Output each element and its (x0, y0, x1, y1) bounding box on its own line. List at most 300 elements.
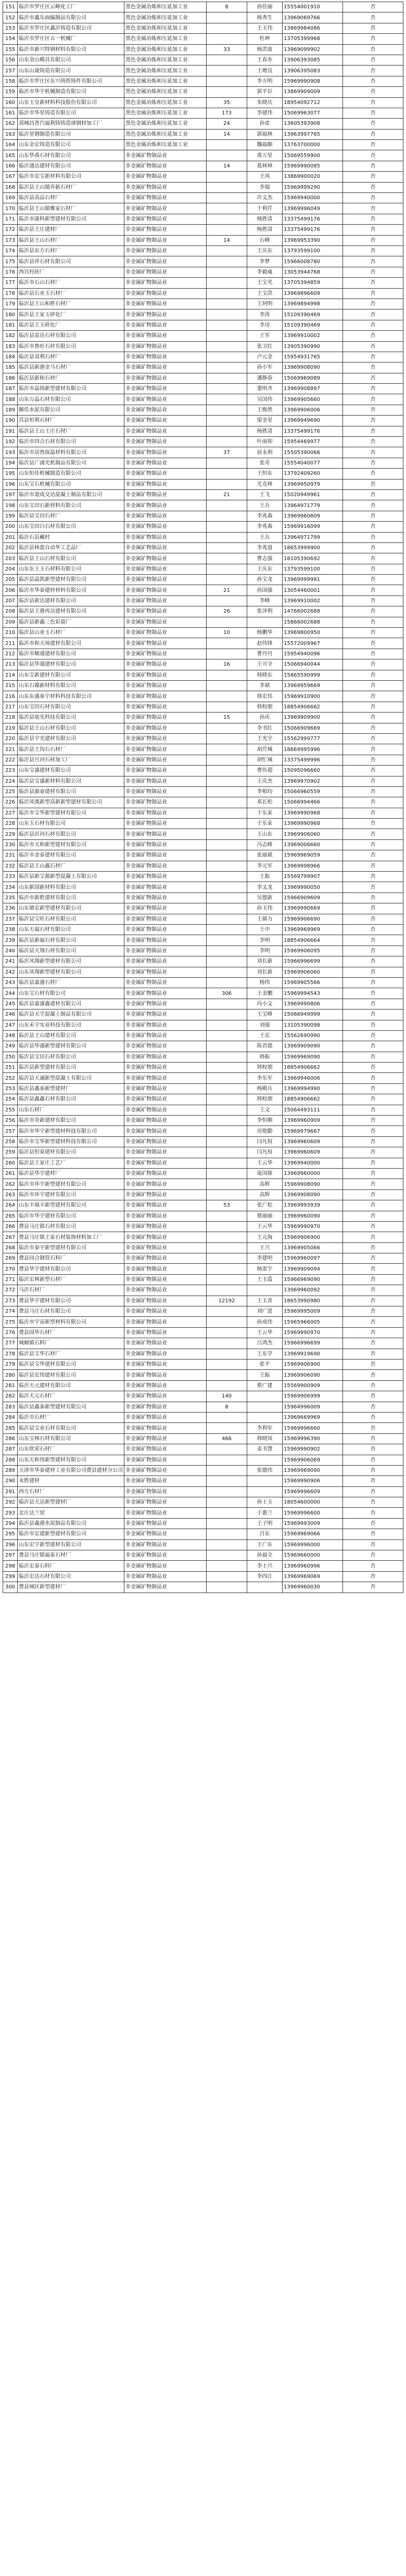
table-row (3, 1147, 403, 1158)
row-number: 186 (3, 373, 18, 383)
company-name: 临沂县天翔石材有限公司 (18, 946, 124, 956)
table-row (3, 256, 403, 267)
phone-number: 13969960609 (283, 1136, 343, 1147)
industry-category: 非金属矿物制品业 (124, 288, 207, 299)
quantity-value (207, 352, 247, 362)
quantity-value (207, 150, 247, 161)
company-name: 临沂县王山石材有限公司 (18, 553, 124, 564)
contact-person: 曹志强 (247, 553, 283, 564)
phone-number: 13375499176 (283, 426, 343, 436)
company-name: 临沂市道成交达混凝土制品有限公司 (18, 489, 124, 500)
company-name: 临沂凤凰新型高新新型建材有限公司 (18, 797, 124, 808)
phone-number: 15969995009 (283, 1306, 343, 1317)
phone-number: 15969908090 (283, 1179, 343, 1189)
industry-category: 非金属矿物制品业 (124, 1338, 207, 1349)
quantity-value (207, 670, 247, 680)
contact-person (247, 617, 283, 627)
quantity-value (207, 256, 247, 267)
quantity-value (207, 182, 247, 192)
table-row (3, 363, 403, 373)
contact-person: 朱晓庆 (247, 97, 283, 108)
phone-number: 13969908090 (283, 363, 343, 373)
table-row (3, 87, 403, 97)
status-flag: 否 (343, 469, 403, 479)
table-row (3, 1402, 403, 1412)
contact-person: 韩校朋 (247, 702, 283, 712)
quantity-value (207, 617, 247, 627)
quantity-value (207, 1423, 247, 1433)
status-flag: 否 (343, 1370, 403, 1380)
industry-category: 黑色金属冶炼和压延加工业 (124, 66, 207, 76)
table-row (3, 1433, 403, 1444)
phone-number: 13969990050 (283, 882, 343, 892)
table-row (3, 903, 403, 914)
row-number: 192 (3, 437, 18, 447)
industry-category: 非金属矿物制品业 (124, 744, 207, 755)
contact-person: 王宝光 (247, 278, 283, 288)
phone-number: 13969953390 (283, 235, 343, 245)
contact-person: 王玉伟 (247, 23, 283, 33)
phone-number: 13969919690 (283, 1349, 343, 1359)
company-name: 山东宝新建材有限公司 (18, 670, 124, 680)
phone-number: 15969999290 (283, 182, 343, 192)
industry-category: 非金属矿物制品业 (124, 1285, 207, 1296)
phone-number: 15969969090 (283, 1052, 343, 1062)
company-name: 临沂县新和石材厂 (18, 373, 124, 383)
phone-number: 15066960559 (283, 786, 343, 797)
table-row (3, 161, 403, 171)
status-flag: 否 (343, 34, 403, 44)
table-row (3, 755, 403, 765)
quantity-value (207, 1264, 247, 1274)
table-body (3, 2, 403, 1593)
quantity-value (207, 1052, 247, 1062)
industry-category: 非金属矿物制品业 (124, 1264, 207, 1274)
status-flag: 否 (343, 511, 403, 521)
company-name: 临沂县王家玉碎化厂 (18, 309, 124, 320)
industry-category: 非金属矿物制品业 (124, 1360, 207, 1370)
industry-category: 非金属矿物制品业 (124, 1349, 207, 1359)
phone-number: 15969990902 (283, 1444, 343, 1455)
quantity-value (207, 511, 247, 521)
quantity-value (207, 12, 247, 23)
status-flag: 否 (343, 850, 403, 861)
phone-number: 13969969069 (283, 1571, 343, 1582)
row-number: 188 (3, 394, 18, 405)
status-flag: 否 (343, 1433, 403, 1444)
contact-person: 张平 (247, 1360, 283, 1370)
table-row (3, 564, 403, 574)
quantity-value (207, 1444, 247, 1455)
row-number: 165 (3, 150, 18, 161)
row-number: 244 (3, 988, 18, 999)
company-name: 临沂市鲁旺石材有限公司 (18, 341, 124, 352)
row-number: 283 (3, 1402, 18, 1412)
contact-person: 张德伟 (247, 1465, 283, 1475)
row-number: 161 (3, 108, 18, 118)
company-name: 费县国华石材厂 (18, 1327, 124, 1338)
quantity-value (207, 1455, 247, 1465)
company-name: 永胜建材 (18, 1476, 124, 1486)
company-name: 山东万晶石材有限公司 (18, 394, 124, 405)
quantity-value (207, 1486, 247, 1497)
contact-person: 李涛 (247, 309, 283, 320)
row-number: 286 (3, 1433, 18, 1444)
table-row (3, 988, 403, 999)
contact-person: 孙雷 (247, 119, 283, 129)
quantity-value (207, 299, 247, 309)
row-number: 216 (3, 691, 18, 702)
contact-person: 王光宇 (247, 733, 283, 744)
company-name: 临沂市天和新型建材有限公司 (18, 839, 124, 850)
table-row (3, 1582, 403, 1593)
quantity-value (207, 405, 247, 415)
contact-person: 胡芹城 (247, 744, 283, 755)
table-row (3, 1306, 403, 1317)
quantity-value (207, 776, 247, 786)
row-number: 205 (3, 575, 18, 585)
row-number: 179 (3, 299, 18, 309)
company-name: 临沂县新型建材有限公司 (18, 1063, 124, 1073)
row-number: 241 (3, 956, 18, 967)
phone-number: 15964996009 (283, 1402, 343, 1412)
quantity-value (207, 87, 247, 97)
contact-person: 刘长新 (247, 956, 283, 967)
status-flag: 否 (343, 1423, 403, 1433)
quantity-value (207, 203, 247, 214)
status-flag: 否 (343, 935, 403, 946)
phone-number: 13969994990 (283, 1083, 343, 1094)
company-name: 临沂市石山石材厂 (18, 278, 124, 288)
row-number: 163 (3, 129, 18, 139)
industry-category: 非金属矿物制品业 (124, 1083, 207, 1094)
status-flag: 否 (343, 1211, 403, 1221)
phone-number: 15969993009 (283, 1518, 343, 1529)
company-name: 山东天福石材有限公司 (18, 924, 124, 935)
industry-category: 非金属矿物制品业 (124, 1529, 207, 1539)
table-row (3, 23, 403, 33)
status-flag: 否 (343, 1189, 403, 1200)
industry-category: 非金属矿物制品业 (124, 850, 207, 861)
quantity-value (207, 1465, 247, 1475)
company-name: 临沂市宇宙新型材料有限公司 (18, 1317, 124, 1327)
status-flag: 否 (343, 733, 403, 744)
row-number: 159 (3, 87, 18, 97)
quantity-value: 21 (207, 489, 247, 500)
contact-person: 李瑞 (247, 182, 283, 192)
status-flag: 否 (343, 1360, 403, 1370)
table-row (3, 786, 403, 797)
quantity-value: 173 (207, 108, 247, 118)
phone-number: 13793599100 (283, 245, 343, 256)
industry-category: 非金属矿物制品业 (124, 1412, 207, 1422)
table-row (3, 999, 403, 1009)
contact-person: 孙福全 (247, 1550, 283, 1561)
contact-person: 王振 (247, 1370, 283, 1380)
industry-category: 黑色金属冶炼和压延加工业 (124, 2, 207, 12)
status-flag: 否 (343, 977, 403, 988)
industry-category: 黑色金属冶炼和压延加工业 (124, 129, 207, 139)
industry-category: 非金属矿物制品业 (124, 882, 207, 892)
row-number: 177 (3, 278, 18, 288)
phone-number: 13969905660 (283, 394, 343, 405)
company-name: 临沂市罗庄区鑫沂铸造有限公司 (18, 23, 124, 33)
status-flag: 否 (343, 1582, 403, 1593)
status-flag: 否 (343, 55, 403, 65)
industry-category: 非金属矿物制品业 (124, 702, 207, 712)
quantity-value: 21 (207, 585, 247, 596)
industry-category: 非金属矿物制品业 (124, 489, 207, 500)
industry-category: 非金属矿物制品业 (124, 967, 207, 977)
phone-number: 15969994543 (283, 988, 343, 999)
contact-person: 李文龙 (247, 882, 283, 892)
contact-person: 郭福林 (247, 129, 283, 139)
quantity-value (207, 596, 247, 606)
row-number: 176 (3, 267, 18, 277)
industry-category: 非金属矿物制品业 (124, 999, 207, 1009)
table-row (3, 861, 403, 871)
status-flag: 否 (343, 1380, 403, 1391)
company-name: 临沂市新胜建材有限公司 (18, 892, 124, 903)
company-name: 临沂县王玉碎化厂 (18, 320, 124, 330)
phone-number: 15866002688 (283, 617, 343, 627)
status-flag: 否 (343, 1412, 403, 1422)
industry-category: 非金属矿物制品业 (124, 617, 207, 627)
table-row (3, 1232, 403, 1242)
quantity-value: 12192 (207, 1296, 247, 1306)
industry-category: 非金属矿物制品业 (124, 331, 207, 341)
company-name: 山东金山模具有限公司 (18, 55, 124, 65)
company-name: 山东宝田白石材有限公司 (18, 522, 124, 532)
phone-number: 15554001910 (283, 2, 343, 12)
contact-person: 魏福顺 (247, 140, 283, 150)
company-name: 山东丰瑞丰新型建材有限公司 (18, 1200, 124, 1211)
industry-category: 非金属矿物制品业 (124, 649, 207, 659)
industry-category: 非金属矿物制品业 (124, 1253, 207, 1264)
industry-category: 非金属矿物制品业 (124, 320, 207, 330)
industry-category: 非金属矿物制品业 (124, 172, 207, 182)
quantity-value (207, 924, 247, 935)
row-number: 300 (3, 1582, 18, 1593)
status-flag: 否 (343, 1296, 403, 1306)
status-flag: 否 (343, 87, 403, 97)
quantity-value (207, 1147, 247, 1158)
industry-category: 非金属矿物制品业 (124, 203, 207, 214)
company-name: 临沂县源泰建材有限公司 (18, 786, 124, 797)
contact-person: 李利军 (247, 1423, 283, 1433)
phone-number: 15969990906 (283, 1476, 343, 1486)
row-number: 199 (3, 511, 18, 521)
contact-person: 李斌 (247, 681, 283, 691)
status-flag: 否 (343, 447, 403, 458)
industry-category: 黑色金属冶炼和压延加工业 (124, 108, 207, 118)
industry-category: 非金属矿物制品业 (124, 776, 207, 786)
industry-category: 黑色金属冶炼和压延加工业 (124, 44, 207, 55)
phone-number: 15554040077 (283, 458, 343, 468)
company-name: 临沂县高品石材厂 (18, 193, 124, 203)
row-number: 211 (3, 638, 18, 649)
company-name: 临沂凤翔新型建材有限公司 (18, 956, 124, 967)
status-flag: 否 (343, 1465, 403, 1475)
phone-number: 13969969090 (283, 1465, 343, 1475)
contact-person: 王云华 (247, 1158, 283, 1168)
industry-category: 非金属矿物制品业 (124, 479, 207, 489)
quantity-value (207, 808, 247, 818)
company-name: 临沂市华宇建材有限公司 (18, 1211, 124, 1221)
row-number: 187 (3, 384, 18, 394)
contact-person: 潘静春 (247, 373, 283, 383)
status-flag: 否 (343, 946, 403, 956)
table-row (3, 447, 403, 458)
table-row (3, 1529, 403, 1539)
quantity-value (207, 23, 247, 33)
company-name: 临沂县鑫鑫石材有限公司 (18, 1094, 124, 1105)
quantity-value (207, 500, 247, 511)
phone-number: 13969949690 (283, 416, 343, 426)
row-number: 153 (3, 23, 18, 33)
row-number: 210 (3, 628, 18, 638)
row-number: 233 (3, 872, 18, 882)
quantity-value (207, 1412, 247, 1422)
contact-person: 王庆杰 (247, 776, 283, 786)
company-name: 临沂市罗庄区东兴铸铁铸件有限公司 (18, 76, 124, 86)
row-number: 172 (3, 225, 18, 235)
contact-person: 郭平臣 (247, 87, 283, 97)
quantity-value (207, 1105, 247, 1115)
industry-category: 非金属矿物制品业 (124, 1582, 207, 1593)
table-row (3, 606, 403, 617)
company-name: 山东玉皇新材料科技股份有限公司 (18, 97, 124, 108)
table-row (3, 245, 403, 256)
row-number: 294 (3, 1518, 18, 1529)
quantity-value (207, 193, 247, 203)
quantity-value: 53 (207, 1200, 247, 1211)
company-name: 临沂县石业玉石材厂 (18, 288, 124, 299)
status-flag: 否 (343, 214, 403, 224)
contact-person: 王元海 (247, 1232, 283, 1242)
contact-person: 石峰 (247, 235, 283, 245)
table-row (3, 1083, 403, 1094)
phone-number: 15969916099 (283, 522, 343, 532)
table-row (3, 405, 403, 415)
quantity-value (207, 1338, 247, 1349)
table-row (3, 1116, 403, 1126)
phone-number: 15969990970 (283, 1327, 343, 1338)
phone-number: 15969660000 (283, 1550, 343, 1561)
industry-category: 非金属矿物制品业 (124, 1433, 207, 1444)
quantity-value (207, 882, 247, 892)
company-name: 临沂宏泰石料厂 (18, 1561, 124, 1571)
contact-person: 叶雨卯 (247, 437, 283, 447)
status-flag: 否 (343, 1221, 403, 1232)
quantity-value (207, 999, 247, 1009)
phone-number: 15966909609 (283, 892, 343, 903)
phone-number: 15562999777 (283, 733, 343, 744)
status-flag: 否 (343, 437, 403, 447)
contact-person: 王宝峰 (247, 1009, 283, 1020)
table-row (3, 1274, 403, 1285)
status-flag: 否 (343, 670, 403, 680)
contact-person: 王郝力 (247, 914, 283, 924)
contact-person: 吕鸿杰 (247, 1338, 283, 1349)
contact-person: 李建伟 (247, 108, 283, 118)
status-flag: 否 (343, 522, 403, 532)
row-number: 288 (3, 1455, 18, 1465)
contact-person: 庞国保 (247, 1168, 283, 1179)
row-number: 168 (3, 182, 18, 192)
quantity-value (207, 1030, 247, 1041)
quantity-value: 15 (207, 713, 247, 723)
table-row (3, 203, 403, 214)
company-name: 临沂县沂河石材有限公司 (18, 829, 124, 839)
table-row (3, 1264, 403, 1274)
quantity-value (207, 542, 247, 553)
status-flag: 否 (343, 426, 403, 436)
company-name: 临沂县华宇建材厂 (18, 1168, 124, 1179)
quantity-value (207, 1221, 247, 1232)
status-flag: 否 (343, 150, 403, 161)
quantity-value (207, 797, 247, 808)
row-number: 254 (3, 1094, 18, 1105)
industry-category: 非金属矿物制品业 (124, 585, 207, 596)
industry-category: 非金属矿物制品业 (124, 1009, 207, 1020)
contact-person: 王山东 (247, 829, 283, 839)
industry-category: 非金属矿物制品业 (124, 384, 207, 394)
table-row (3, 489, 403, 500)
row-number: 213 (3, 659, 18, 670)
quantity-value (207, 55, 247, 65)
industry-category: 非金属矿物制品业 (124, 935, 207, 946)
status-flag: 否 (343, 1253, 403, 1264)
status-flag: 否 (343, 829, 403, 839)
table-row (3, 914, 403, 924)
row-number: 276 (3, 1327, 18, 1338)
contact-person: 高辉 (247, 1179, 283, 1189)
table-row (3, 352, 403, 362)
table-row (3, 1423, 403, 1433)
company-name: 临沂市华宇新型建材科技有限公司 (18, 1126, 124, 1136)
company-name: 费县马庄镇石材有限公司 (18, 1221, 124, 1232)
row-number: 266 (3, 1221, 18, 1232)
company-name: 山东华禹石材有限公司 (18, 150, 124, 161)
table-row (3, 1296, 403, 1306)
phone-number: 13905390990 (283, 341, 343, 352)
status-flag: 否 (343, 914, 403, 924)
phone-number: 13053944768 (283, 267, 343, 277)
status-flag: 否 (343, 1063, 403, 1073)
contact-person: 王金鹏 (247, 988, 283, 999)
phone-number: 15969910900 (283, 691, 343, 702)
row-number: 251 (3, 1063, 18, 1073)
phone-number: 15954940096 (283, 649, 343, 659)
table-row (3, 638, 403, 649)
company-name: 临沂县鑫泰新型建材有限公司 (18, 1402, 124, 1412)
industry-category: 非金属矿物制品业 (124, 1455, 207, 1465)
quantity-value (207, 1232, 247, 1242)
industry-category: 非金属矿物制品业 (124, 1105, 207, 1115)
row-number: 212 (3, 649, 18, 659)
status-flag: 否 (343, 882, 403, 892)
contact-person: 李书红 (247, 723, 283, 733)
industry-category: 非金属矿物制品业 (124, 681, 207, 691)
quantity-value (207, 532, 247, 542)
industry-category: 非金属矿物制品业 (124, 1200, 207, 1211)
phone-number: 15966969090 (283, 1274, 343, 1285)
quantity-value (207, 1073, 247, 1083)
contact-person: 李梦 (247, 256, 283, 267)
row-number: 243 (3, 977, 18, 988)
industry-category: 非金属矿物制品业 (124, 903, 207, 914)
